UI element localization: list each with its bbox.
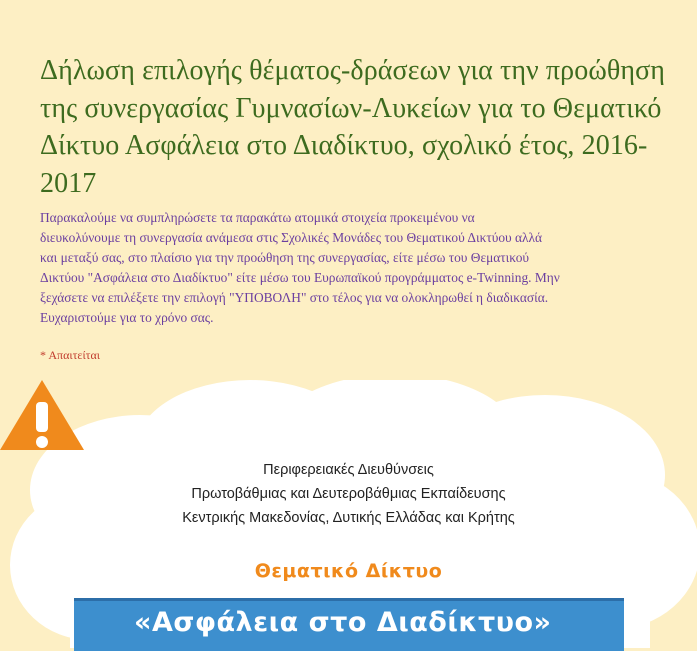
description-line: και μεταξύ σας, στο πλαίσιο για την προώθηση της συνεργασίας, είτε μέσω του Θεματικού: [40, 250, 530, 265]
description-line: διευκολύνουμε τη συνεργασία ανάμεσα στις Σχολικές Μονάδες του Θεματικού Δικτύου αλλά: [40, 230, 543, 245]
network-label: Θεματικό Δίκτυο: [254, 560, 443, 582]
banner-line-3: Κεντρικής Μακεδονίας, Δυτικής Ελλάδας και Κρήτης: [182, 510, 515, 526]
description-line: Δικτύου "Ασφάλεια στο Διαδίκτυο" είτε μέσω του Ευρωπαϊκού προγράμματος e-Twinning. Μην: [40, 270, 560, 285]
description-line: Ευχαριστούμε για το χρόνο σας.: [40, 310, 214, 325]
network-title: «Ασφάλεια στο Διαδίκτυο»: [134, 607, 552, 638]
form-title: Δήλωση επιλογής θέματος-δράσεων για την προώθηση της συνεργασίας Γυμνασίων-Λυκείων για το Θεματικό Δίκτυο Ασφάλεια στο Διαδίκτυο, σχολικό έτος, 2016-2017: [40, 55, 666, 199]
banner-line-1: Περιφερειακές Διευθύνσεις: [263, 462, 434, 478]
description-line: ξεχάσετε να επιλέξετε την επιλογή "ΥΠΟΒΟΛΗ" στο τέλος για να ολοκληρωθεί η διαδικασία.: [40, 290, 549, 305]
form-header: [40, 52, 670, 363]
warning-icon: [0, 380, 84, 450]
form-description: [40, 208, 670, 328]
banner-line-2: Πρωτοβάθμιας και Δευτεροβάθμιας Εκπαίδευσης: [191, 486, 506, 502]
description-line: Παρακαλούμε να συμπληρώσετε τα παρακάτω ατομικά στοιχεία προκειμένου να: [40, 210, 475, 225]
banner-image: [0, 380, 697, 648]
network-title-bar: [74, 598, 624, 651]
required-note: * Απαιτείται: [40, 348, 101, 362]
